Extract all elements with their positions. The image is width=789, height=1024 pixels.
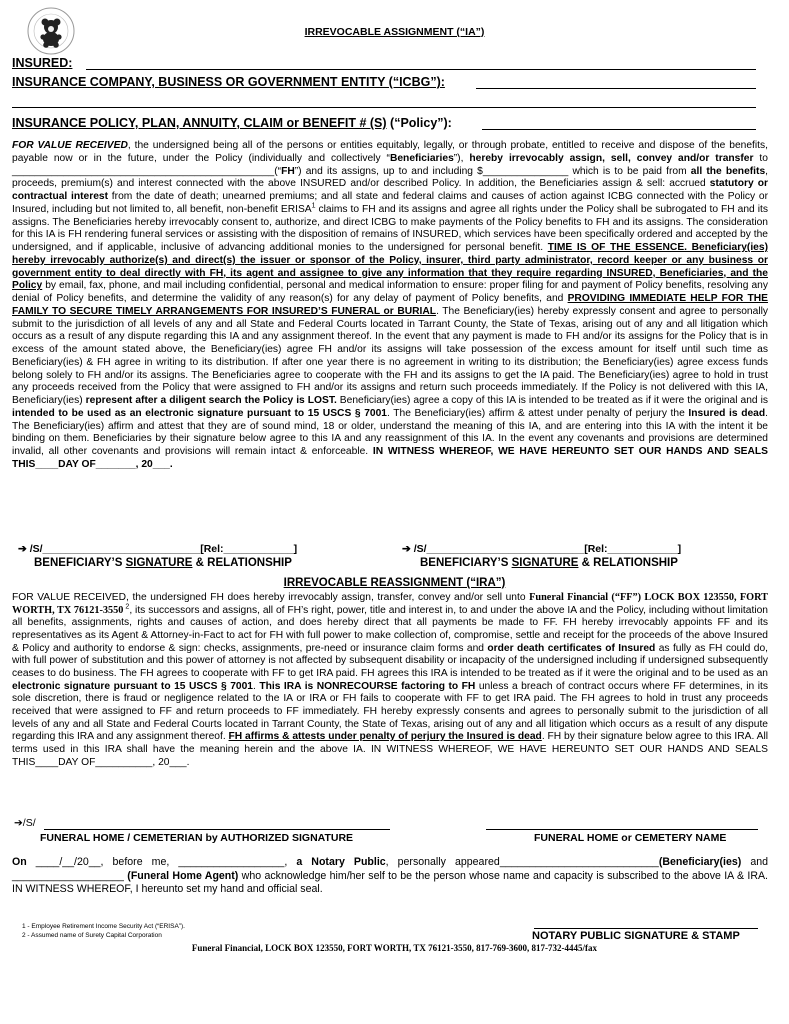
insured-field [12,56,72,70]
ira-body [12,592,768,769]
ia-text: ”) and its assigns, up to and including $_______________ which is to be paid from [294,165,691,177]
ia-text: . The Beneficiary(ies) affirm and attest that they are of sound mind, 18 or older, understand the meaning of this IA, and are entering into this IA with the intent it be binding on them. Beneficiaries by their signature below agree to this IA and any reassignment of this IA. In the event any covenants and provisions are determined invalid, all other covenants and provisions will remain intact & enforceable. [12,407,768,457]
ia-text: represent after a diligent search the Policy is LOST. [85,395,337,406]
icbg-label: INSURANCE COMPANY, BUSINESS OR GOVERNMENT ENTITY (“ICBG”): [12,75,445,89]
ira-text: Funeral Financial (“FF”) LOCK BOX 123550, FORT WORTH, TX 76121-3550 [12,592,768,616]
ia-text: ”), [453,152,470,164]
notary-signature-caption: NOTARY PUBLIC SIGNATURE & STAMP [532,930,740,942]
icbg-input-line[interactable] [476,88,756,89]
icbg-field [12,75,445,89]
insured-input-line[interactable] [86,69,756,70]
ira-text: . FH by their signature below agree to this IRA. All terms used in this IRA shall have the meaning herein and the above IA. IN WITNESS WHEREOF, WE HAVE HEREUNTO SET OUR HANDS AND SEALS THIS____DAY OF__________, 20___. [12,731,768,768]
ira-text: , its successors and assigns, all of FH’s right, power, title and interest in, to and under the above IA and the Policy, including without limitation all benefits, assignments, rights and causes of action, and does hereby direct that all payments be made to FF. FH hereby irrevocably appoints FF and its representatives as its Agent & Attorney-in-Fact to act for FH with full power to make collection of, compromise, settle and receipt for the proceeds of the above Insured & Policy and authority to endorse & sign: checks, assignments, pre-need or insurance claim forms and [12,604,769,654]
notary-text: and ___________________ [12,856,768,882]
notary-text: (Funeral Home Agent) [123,869,239,882]
ira-text: FH affirms & attests under penalty of perjury the Insured is dead [228,731,542,743]
ia-text: PROVIDING IMMEDIATE HELP FOR THE FAMILY TO SECURE TIMELY ARRANGEMENTS FOR INSURED’S FUNERAL or BURIAL [12,293,769,317]
ia-text: all the benefits [690,165,766,177]
notary-text: (Beneficiary(ies) [658,856,742,868]
caption-text: & RELATIONSHIP [578,557,678,569]
ia-text: . The Beneficiary(ies) hereby expressly consent and agree to personally submit to the jurisdiction of all levels of any and all State and Federal Courts located in Tarrant County, the State of Texas, arising out of any and all litigation which occurs as a result of any dispute regarding this IA and any assignment thereof. In the event that any payment is made to FH and/or its assigns for the Policy that is in excess of the amount stated above, the Beneficiary(ies) agree FH and/or its assigns will take possession of the excess amount for itself until such time as Beneficiary(ies) & FH agree in writing to its distribution. If after one year there is no agreement in writing to its distribution; the Beneficiary(ies) agree excess funds belong solely to FH and/or its assigns. The Beneficiaries agree to cooperate with the FH and its assigns to get the IA paid. The Beneficiary(ies) agree to hold in trust any proceeds received from the Policy that were assigned to FH and/or its assigns and return such proceeds immediately. If the Policy is not delivered with this IA, Beneficiary(ies) [12,305,768,406]
footer-contact: Funeral Financial, LOCK BOX 123550, FORT WORTH, TX 76121-3550, 817-769-3600, 817-732-4445/fax [191,943,598,953]
ia-text: intended to be used as an electronic signature pursuant to 15 USCS § 7001 [12,407,388,419]
notary-text: On [12,856,27,868]
beneficiary-signature-line-1[interactable]: ➔ /S/___________________________[Rel:____________] [18,543,298,555]
ia-text: by email, fax, phone, and mail including confidential, personal and medical information to ensure: proper filing for and payment of Policy benefits, resolving any denial of Policy benefits, and determine the validity of any reason(s) for any delay of payment of Policy benefits, and [12,280,768,304]
ira-title: IRREVOCABLE REASSIGNMENT (“IRA”) [283,577,506,589]
caption-text: & RELATIONSHIP [192,557,292,569]
ira-text: order death certificates of Insured [487,642,656,654]
ia-text: Beneficiary(ies) agree a copy of this IA is intended to be treated as if it were the original and is [336,395,768,406]
ia-text: Beneficiaries [389,152,454,164]
ia-text: . The Beneficiary(ies) affirm & attest under penalty of perjury the [387,407,689,419]
notary-body [12,856,768,897]
beneficiary-signature-caption-2 [420,557,678,569]
beneficiary-signature-caption-1 [34,557,292,569]
ira-text: FOR VALUE RECEIVED, the undersigned FH does hereby irrevocably assign, transfer, convey and/or sell unto [12,592,530,603]
notary-signature-line[interactable] [534,928,758,929]
fh-name-line[interactable] [486,829,758,830]
footnote-2: 2 - Assumed name of Surety Capital Corporation [22,932,162,939]
ia-text: FH [281,165,295,177]
fh-signature-prefix: ➔/S/ [14,817,36,829]
policy-label: INSURANCE POLICY, PLAN, ANNUITY, CLAIM or BENEFIT # (S) [12,116,387,130]
policy-input-line[interactable] [482,129,756,130]
footnote-ref: 1 [311,202,316,210]
ira-text: unless a breach of contract occurs where FF determines, in its sole discretion, there is fraud or negligence related to the IA or IRA or FH fails to cooperate with FF to get IRA paid. The FH agrees to hold in trust any proceeds received that were assigned to FF and return proceeds to FF immediately. FH hereby expressly consents and agrees to personally submit to the jurisdiction of all levels of any and all State and Federal Courts located in Tarrant County, the State of Texas, arising out of any and all litigation which occurs as a result of any dispute regarding this IRA and any assignment thereof. [12,680,768,743]
ira-text: . [253,680,260,692]
ia-text: statutory or contractual interest [12,178,769,202]
ia-body [12,140,768,472]
fh-signature-line[interactable] [44,829,390,830]
beneficiary-signature-line-2[interactable]: ➔ /S/___________________________[Rel:____________] [402,543,682,555]
ia-text: IN WITNESS WHEREOF, WE HAVE HEREUNTO SET OUR HANDS AND SEALS THIS____DAY OF_______, 20___. [12,446,768,470]
caption-text: BENEFICIARY’S [34,557,126,569]
notary-text: ____/__/20__, before me, __________________, [26,856,297,868]
ia-text: to ______________________________________________(“ [12,152,768,177]
caption-text: SIGNATURE [125,557,193,569]
footnote-1: 1 - Employee Retirement Income Security Act (“ERISA”). [22,923,185,930]
fh-signature-caption: FUNERAL HOME / CEMETERIAN by AUTHORIZED SIGNATURE [40,832,354,844]
policy-label-suffix: (“Policy”): [386,116,452,130]
notary-text: who acknowledge him/her self to be the person whose name and capacity is subscribed to the above IA & IRA. IN WITNESS WHEREOF, I hereunto set my hand and official seal. [12,869,768,895]
notary-text: a Notary Public [296,856,386,868]
ira-text: This IRA is NONRECOURSE factoring to FH [259,680,476,692]
caption-text: SIGNATURE [511,557,579,569]
document-title: IRREVOCABLE ASSIGNMENT (“IA”) [304,26,485,38]
footnote-ref: 2 [123,603,130,611]
caption-text: BENEFICIARY’S [420,557,512,569]
ia-text: hereby irrevocably assign, sell, convey and/or transfer [469,152,754,164]
icbg-input-line-2[interactable] [12,107,756,108]
ia-text: , proceeds, premium(s) and interest connected with the above INSURED and/or described Policy. In addition, the Beneficiaries assign & sell: accrued [12,165,769,190]
ira-text: electronic signature pursuant to 15 USCS § 7001 [12,680,253,692]
ia-text: Insured is dead [688,407,766,419]
ia-text: from the date of death; unearned premiums; and all state and federal claims and causes of action against ICBG connected with the Policy or Insured, including but not limited to, all benefit, non-benefit ERISA [12,191,769,215]
insured-label: INSURED: [12,56,73,70]
ia-text: FOR VALUE RECEIVED [12,140,128,151]
ira-text: as fully as FH could do, with full power of substitution and this power of attorney is not affected by subsequent disability or incapacity of the undersigned including if undersigned subsequently ceases to do business. The FH agrees to cooperate with FF to get IRA paid. FH agrees this IRA is intended to be treated as if it were the original and to be used as an [12,642,768,679]
policy-field [12,116,452,130]
ia-text: , the undersigned being all of the persons or entities equitably, legally, or through probate, entitled to receive and dispose of the benefits, payable now or in the future, under the Policy (individually and collectively “ [12,140,768,164]
fh-name-caption: FUNERAL HOME or CEMETERY NAME [534,832,727,844]
ia-text: claims to FH and its assigns and agree all rights under the Policy shall be subrogated to FH and its assigns. The Beneficiaries hereby irrevocably consent to, authorize, and direct ICBG to make payments of the Policy benefits to FH and its assigns. The consideration for this IA is FH rendering funeral services or assisting with the disposition of remains of INSURED, which services have been specifically ordered and accepted by the undersigned, and if applicable, inclusive of advancing additional monies to the undersigned for personal benefit. [12,203,768,253]
ia-text: TIME IS OF THE ESSENCE. Beneficiary(ies) hereby irrevocably authorize(s) and direct(s) the issuer or sponsor of the Policy, insurer, third party administrator, record keeper or any business or government entity to deal directly with FH, its agent and assignee to give any information that they require regarding INSURED, Beneficiaries, and the Policy [12,242,768,292]
notary-text: , personally appeared___________________________ [385,856,659,868]
